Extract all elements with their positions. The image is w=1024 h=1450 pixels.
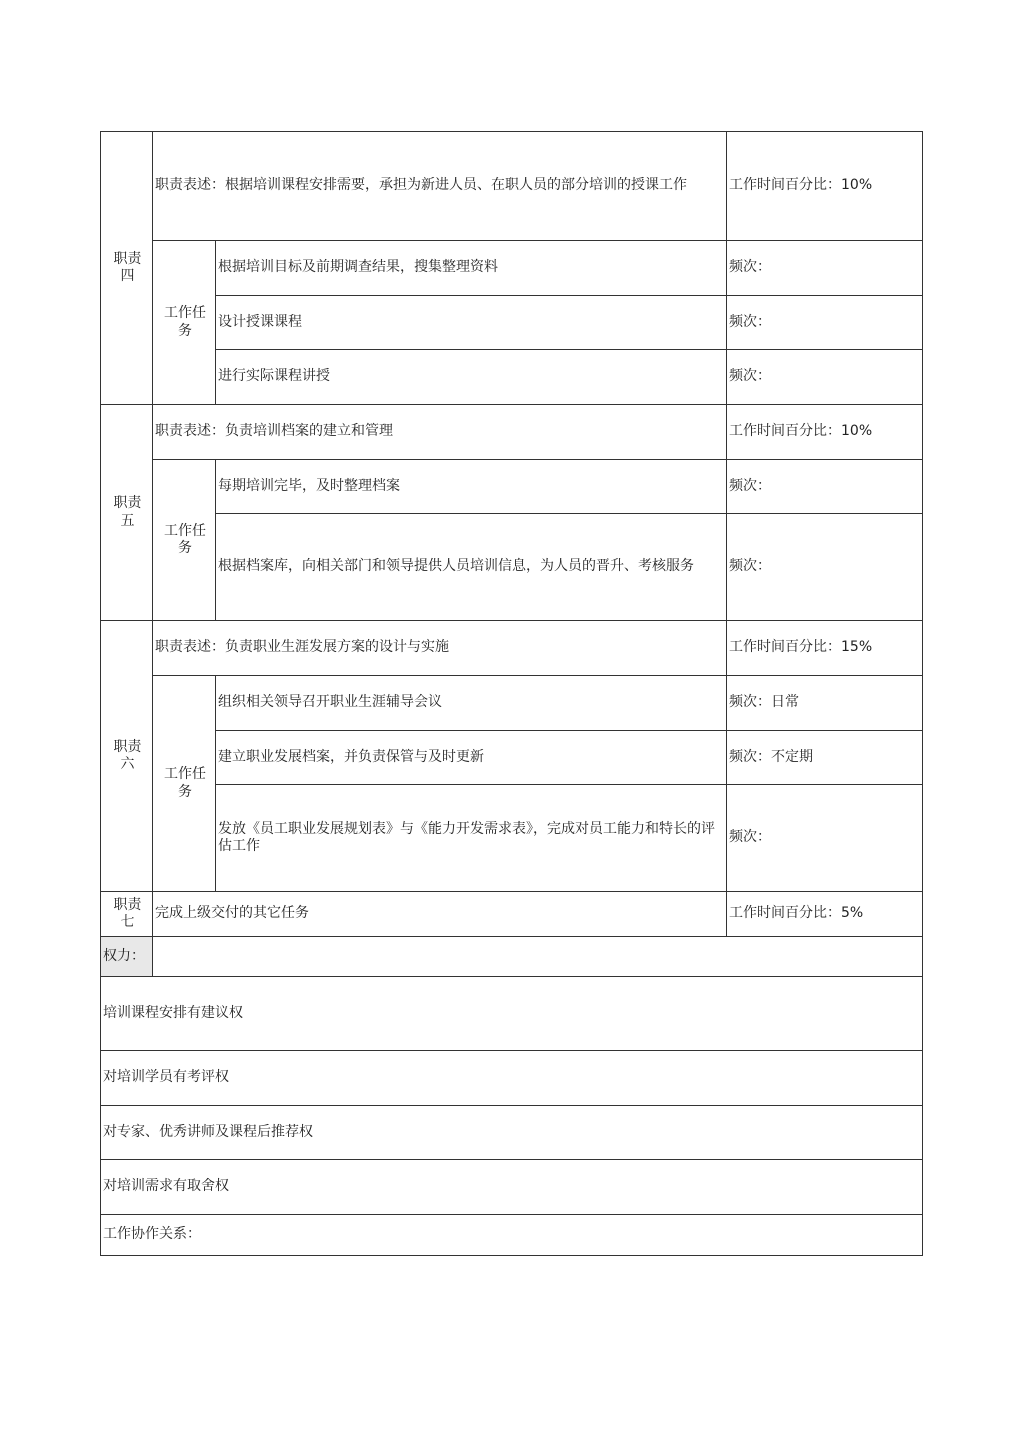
table-row [101,977,923,1051]
duty-4-task-label: 工作任务 [153,241,216,405]
duty-6-description: 职责表述：负责职业生涯发展方案的设计与实施 [153,621,727,676]
duty-5-task-2-freq: 频次： [727,514,923,621]
authority-item-2: 对培训学员有考评权 [101,1051,923,1106]
authority-item-3: 对专家、优秀讲师及课程后推荐权 [101,1106,923,1160]
table-row [101,296,923,350]
duty-6-task-3-freq: 频次： [727,785,923,892]
table-row [101,514,923,621]
duty-6-task-label: 工作任务 [153,676,216,892]
duty-6-label: 职责六 [101,621,153,892]
cooperation-heading: 工作协作关系： [101,1215,923,1256]
table-row [101,350,923,405]
duty-6-task-3: 发放《员工职业发展规划表》与《能力开发需求表》，完成对员工能力和特长的评估工作 [216,785,727,892]
duty-4-task-3-freq: 频次： [727,350,923,405]
cooperation-row [101,1215,923,1256]
duty-4-task-1: 根据培训目标及前期调查结果，搜集整理资料 [216,241,727,296]
duty-4-task-2: 设计授课课程 [216,296,727,350]
table-row [101,731,923,785]
duty-6-description-row [101,621,923,676]
duty-4-task-3: 进行实际课程讲授 [216,350,727,405]
duty-6-task-2-freq: 频次：不定期 [727,731,923,785]
authority-heading: 权力： [101,937,153,977]
table-row [101,241,923,296]
duty-5-description-row [101,405,923,460]
authority-item-4: 对培训需求有取舍权 [101,1160,923,1215]
job-description-table [100,131,923,1256]
duty-6-task-1: 组织相关领导召开职业生涯辅导会议 [216,676,727,731]
table-row [101,1106,923,1160]
duty-5-percent: 工作时间百分比：10% [727,405,923,460]
duty-7-row [101,892,923,937]
authority-item-1: 培训课程安排有建议权 [101,977,923,1051]
authority-heading-blank [153,937,923,977]
duty-4-task-1-freq: 频次： [727,241,923,296]
duty-5-task-1: 每期培训完毕，及时整理档案 [216,460,727,514]
duty-6-task-1-freq: 频次：日常 [727,676,923,731]
duty-4-label: 职责四 [101,132,153,405]
duty-4-description: 职责表述：根据培训课程安排需要，承担为新进人员、在职人员的部分培训的授课工作 [153,132,727,241]
duty-7-label: 职责七 [101,892,153,937]
duty-5-task-1-freq: 频次： [727,460,923,514]
duty-7-percent: 工作时间百分比：5% [727,892,923,937]
table-row [101,676,923,731]
duty-5-task-2: 根据档案库，向相关部门和领导提供人员培训信息，为人员的晋升、考核服务 [216,514,727,621]
duty-4-description-row [101,132,923,241]
table-row [101,785,923,892]
duty-6-task-2: 建立职业发展档案，并负责保管与及时更新 [216,731,727,785]
duty-4-task-2-freq: 频次： [727,296,923,350]
duty-6-percent: 工作时间百分比：15% [727,621,923,676]
duty-5-task-label: 工作任务 [153,460,216,621]
duty-5-description: 职责表述：负责培训档案的建立和管理 [153,405,727,460]
duty-4-percent: 工作时间百分比：10% [727,132,923,241]
table-row [101,1051,923,1106]
table-row [101,1160,923,1215]
duty-7-description: 完成上级交付的其它任务 [153,892,727,937]
duty-5-label: 职责五 [101,405,153,621]
table-row [101,460,923,514]
authority-heading-row [101,937,923,977]
